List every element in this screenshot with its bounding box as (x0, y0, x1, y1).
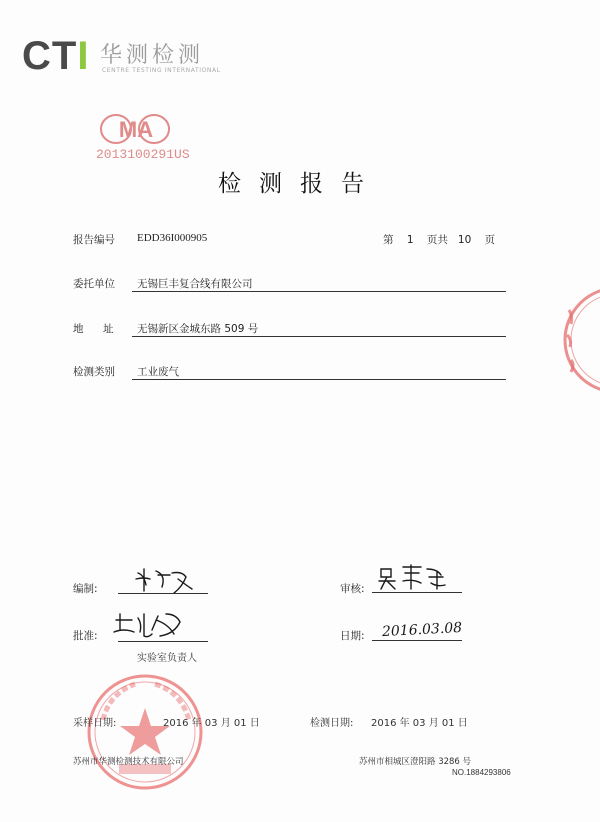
approved-underline (118, 641, 208, 642)
logo-english-name: CENTRE TESTING INTERNATIONAL (102, 67, 221, 74)
logo-brand-accent: I (77, 34, 90, 78)
footer-company: 苏州市华测检测技术有限公司 (73, 757, 184, 767)
client-underline (132, 291, 506, 292)
approved-role: 实验室负责人 (137, 653, 197, 664)
company-seal-icon (85, 672, 205, 792)
date-handwritten: 2016.03.08 (381, 619, 463, 641)
test-type-underline (132, 379, 506, 380)
page-current: 1 (406, 234, 414, 246)
page-indicator (383, 232, 495, 247)
sampling-label: 采样日期: (73, 718, 117, 729)
page-prefix: 第 (383, 234, 394, 246)
address-value: 无锡新区金城东路 509 号 (137, 323, 259, 335)
prepared-underline (118, 593, 208, 594)
address-label-2: 址 (103, 323, 114, 335)
testing-value: 2016 年 03 月 01 日 (371, 718, 468, 729)
footer-address: 苏州市相城区澄阳路 3286 号 (359, 757, 472, 767)
prepared-label: 编制: (73, 583, 98, 595)
reviewed-label: 审核: (340, 583, 365, 595)
address-underline (132, 336, 506, 337)
cti-logo (22, 34, 89, 79)
client-value: 无锡巨丰复合线有限公司 (137, 278, 253, 290)
test-type-label: 检测类别 (73, 366, 115, 378)
cma-mark-icon (96, 107, 176, 151)
report-no-value: EDD36I000905 (137, 232, 208, 244)
page-total: 10 (457, 234, 472, 246)
prepared-signature (128, 565, 208, 593)
testing-label: 检测日期: (310, 718, 354, 729)
footer-serial: NO.1884293806 (452, 768, 511, 777)
cma-mark-text: MA (118, 117, 154, 142)
address-label-1: 地 (73, 323, 84, 335)
page-title: 检测报告 (218, 171, 382, 197)
logo-chinese-name: 华测检测 (100, 43, 205, 68)
logo-brand-main: CT (22, 34, 78, 78)
sampling-value: 2016 年 03 月 01 日 (163, 718, 260, 729)
test-type-value: 工业废气 (137, 366, 179, 378)
page-suffix: 页 (484, 234, 496, 246)
reviewed-signature (375, 563, 465, 593)
partial-seal-icon (555, 280, 600, 400)
date-label: 日期: (340, 630, 365, 642)
cma-number: 2013100291US (96, 147, 190, 162)
page-mid: 页共 (426, 234, 448, 246)
date-underline (372, 640, 462, 641)
approved-signature (110, 610, 200, 642)
client-label: 委托单位 (73, 278, 115, 290)
report-no-label: 报告编号 (73, 234, 115, 246)
reviewed-underline (372, 592, 462, 593)
approved-label: 批准: (73, 630, 98, 642)
